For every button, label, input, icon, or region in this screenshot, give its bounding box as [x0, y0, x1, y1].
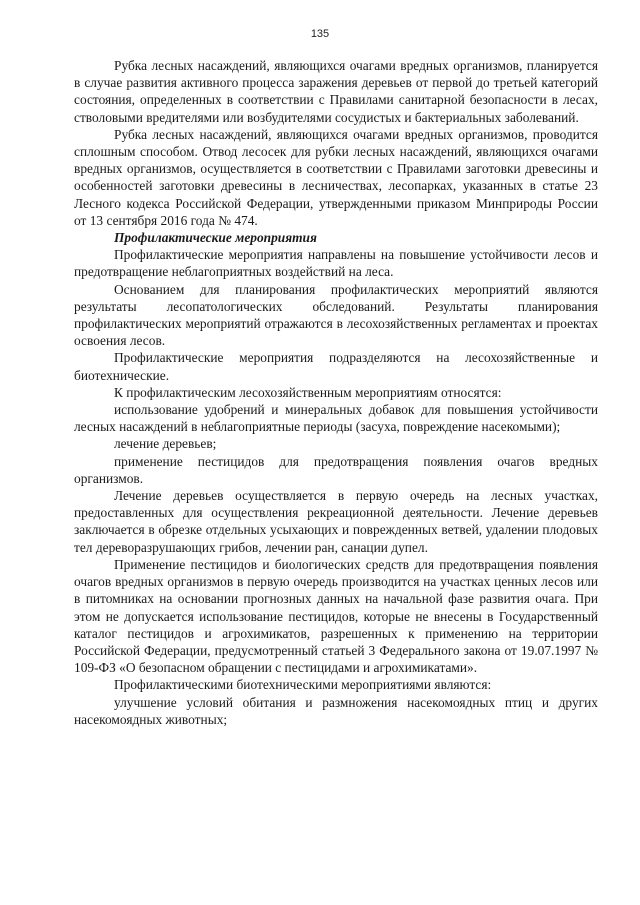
paragraph: К профилактическим лесохозяйственным мероприятиям относятся: [114, 384, 502, 400]
page-number: 135 [310, 28, 330, 40]
paragraph: Профилактическими биотехническими мероприятиями являются: [114, 677, 492, 693]
paragraph: Рубка лесных насаждений, являющихся очагами вредных организмов, планируется в случае развития активного процесса заражения деревьев от первой до третьей категорий состояния, определенных в соответствии с Правилами санитарной безопасности в лесах, стволовыми вредителями или возбудителями сосудистых и бактериальных заболеваний. [74, 58, 598, 125]
paragraph: Лечение деревьев осуществляется в первую очередь на лесных участках, предоставленных для осуществления рекреационной деятельности. Лечение деревьев заключается в обрезке отдельных усыхающих и поврежденных ветвей, удалении плодовых тел дереворазрушающих грибов, лечении ран, санации дупел. [74, 488, 598, 555]
paragraph: Основанием для планирования профилактических мероприятий являются результаты лесопатологических обследований. Результаты планирования профилактических мероприятий отражаются в лесохозяйственных регламентах и проектах освоения лесов. [74, 281, 598, 349]
paragraph: Применение пестицидов и биологических средств для предотвращения появления очагов вредных организмов в первую очередь производится на участках ценных лесов или в питомниках на основании прогнозных данных на начальной фазе развития очага. При этом не допускается использование пестицидов, которые не внесены в Государственный каталог пестицидов и агрохимикатов, разрешенных к применению на территории Российской Федерации, предусмотренный статьей 3 Федерального закона от 19.07.1997 № 109-ФЗ «О безопасном обращении с пестицидами и агрохимикатами». [74, 556, 598, 676]
paragraph: Рубка лесных насаждений, являющихся очагами вредных организмов, проводится сплошным способом. Отвод лесосек для рубки лесных насаждений, являющихся очагами вредных организмов, осуществляется в соответствии с Правилами заготовки древесины и особенностей заготовки древесины в лесничествах, лесопарках, указанных в статье 23 Лесного кодекса Российской Федерации, утвержденными приказом Минприроды России от 13 сентября 2016 года № 474. [74, 126, 598, 228]
page-body [74, 57, 598, 728]
section-heading: Профилактические мероприятия [114, 230, 317, 246]
paragraph: Профилактические мероприятия направлены на повышение устойчивости лесов и предотвращение неблагоприятных воздействий на леса. [74, 247, 598, 280]
paragraph: Профилактические мероприятия подразделяются на лесохозяйственные и биотехнические. [74, 350, 598, 383]
list-item: лечение деревьев; [114, 436, 217, 452]
list-item: улучшение условий обитания и размножения насекомоядных птиц и других насекомоядных животных; [74, 694, 598, 727]
list-item: применение пестицидов для предотвращения появления очагов вредных организмов. [74, 453, 598, 486]
list-item: использование удобрений и минеральных добавок для повышения устойчивости лесных насаждений в неблагоприятные периоды (засуха, повреждение насекомыми); [74, 402, 598, 435]
